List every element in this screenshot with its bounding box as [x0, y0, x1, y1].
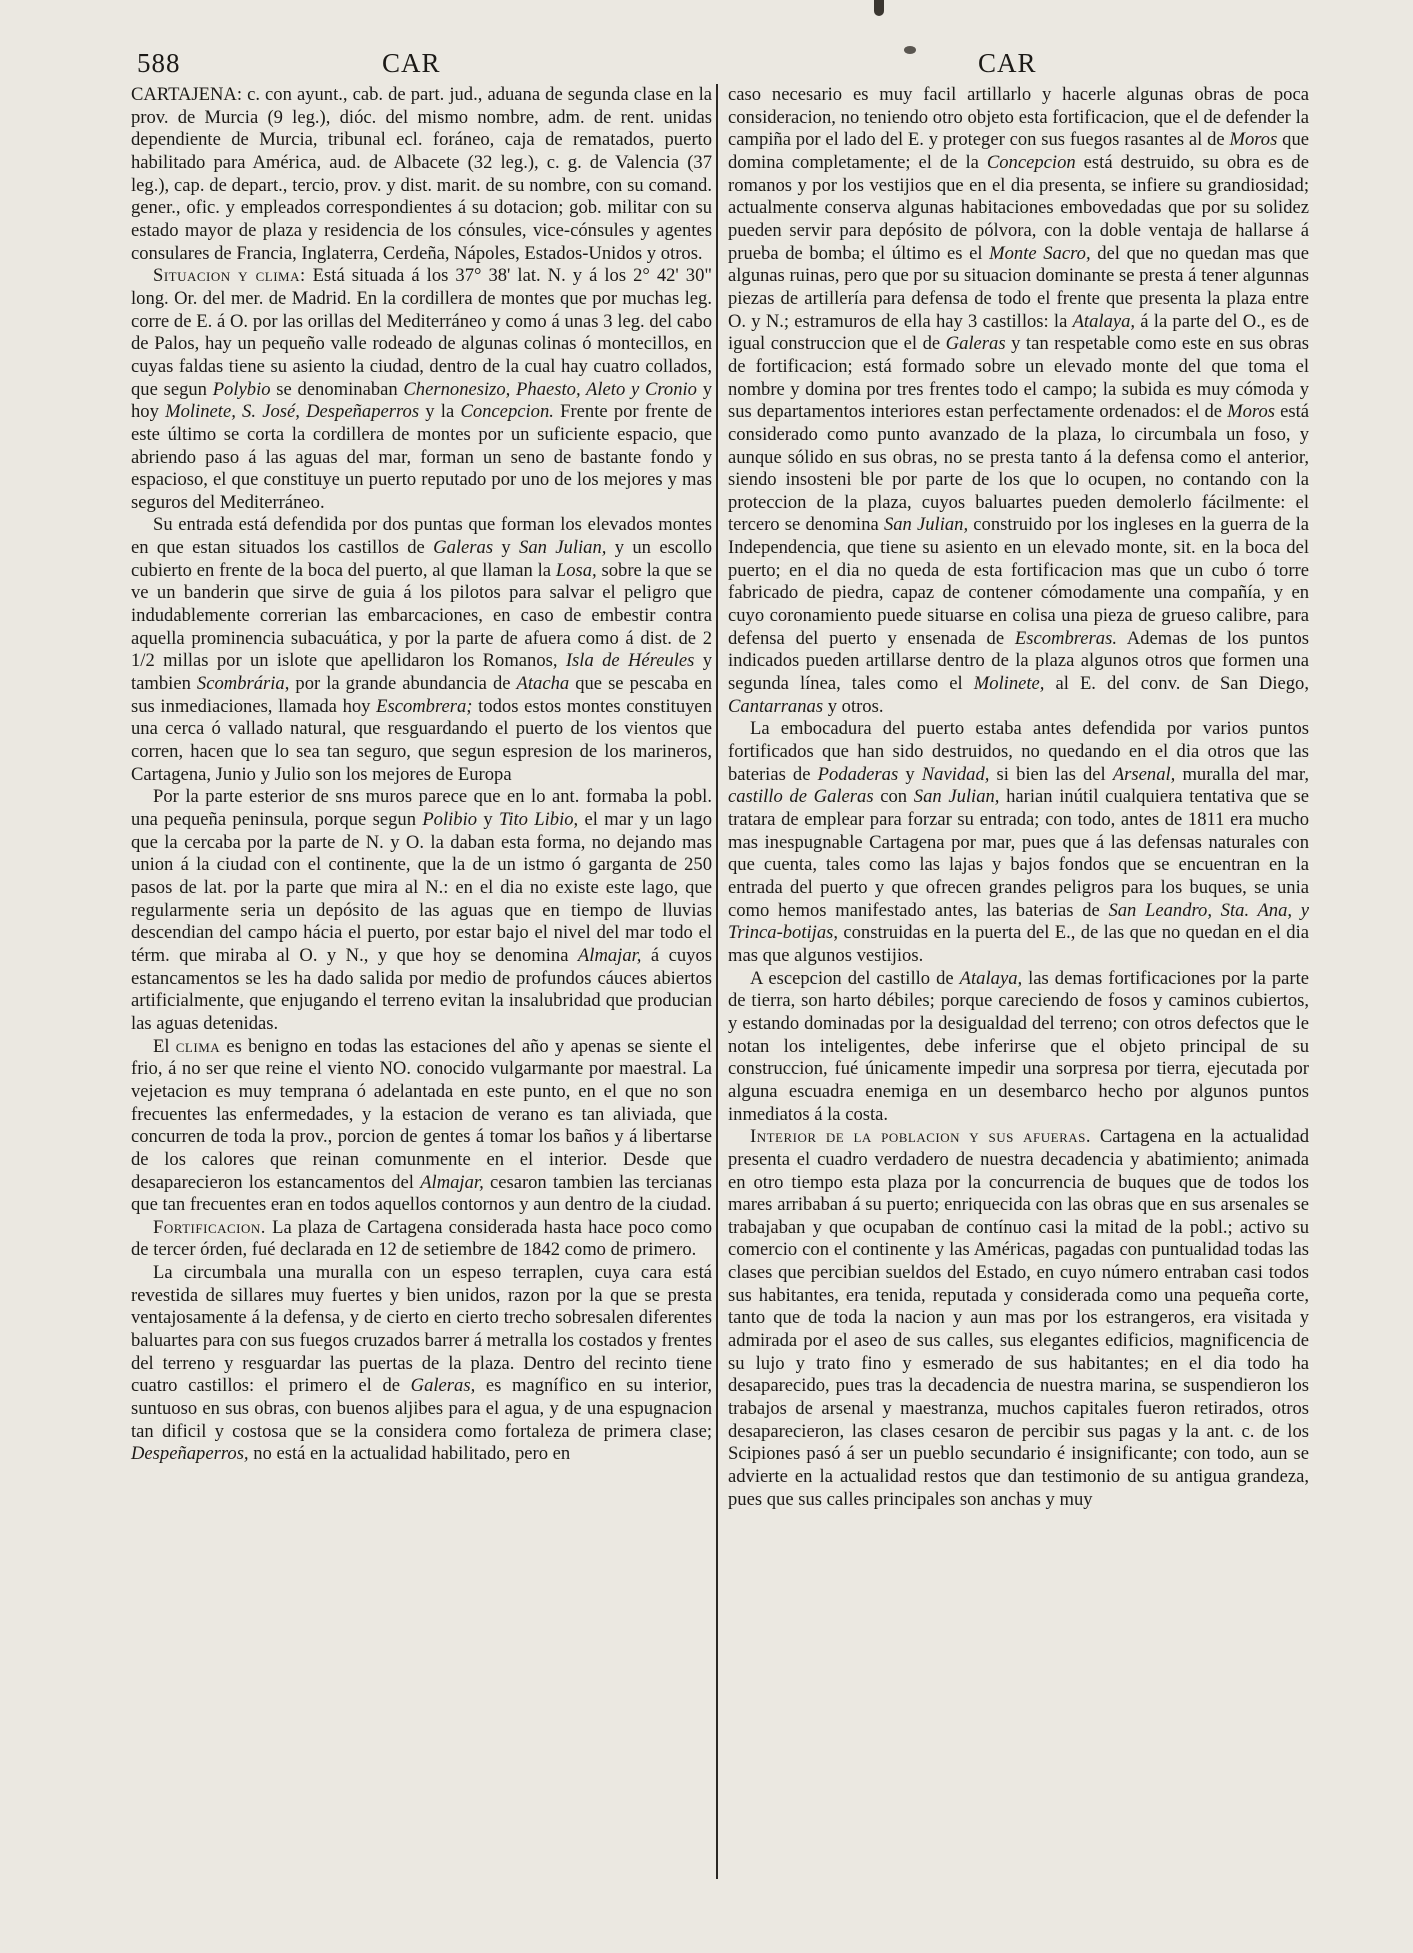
left-column [131, 84, 712, 1466]
text: las demas fortificaciones por la parte de tierra, son harto débiles; porque careciendo de fosos y caminos cubiertos, y estando dominadas por la desigualdad del terreno; con otros defectos que le notan los inteligentes, debe inferirse que el objeto principal de su construccion, fué únicamente impedir una sorpresa por tierra, ejecutada por alguna escuadra enemiga en un desembarco hecho por algunos puntos inmediatos á la costa. [728, 967, 1309, 1125]
section-label: Situacion y clima: [153, 265, 306, 287]
text: , construidas en la puerta del E., de las que no quedan en el dia mas que algunos vestijios. [728, 922, 1309, 966]
paragraph-clima [131, 1036, 712, 1217]
text: es benigno en todas las estaciones del año y apenas se siente el frio, á no ser que reine el viento NO. conocido vulgarmante por maestral. La vejetacion es muy temprana ó adelantada en este punto, en el que no son frecuentes las enfermedades, y la estacion de verano es tan aliviada, que concurren de toda la prov., porcion de gentes á tomar los baños y á libertarse de los calores que reinan comunmente en el interior. Desde que desaparecieron los estancamentos del [131, 1035, 712, 1193]
italic-text: Polybio [212, 378, 271, 400]
text: , por la grande abundancia de [284, 673, 517, 695]
text: á la parte del O., es de igual construccion que el de [728, 310, 1309, 355]
text: que se pescaba en sus inmediaciones, llamada hoy [131, 673, 712, 717]
text: se denominaban [270, 378, 404, 400]
italic-text: Podaderas [817, 763, 899, 785]
paragraph-embocadura [728, 718, 1309, 967]
text: con [873, 786, 914, 808]
text: , el mar y un lago que la cercaba por la parte de N. y O. la daban esta forma, no dejando mas union á la ciudad con el continente, que la de un istmo ó garganta de 250 pasos de lat. por la parte que mira al N.: en el dia no existe este lago, que regularmente seria un depósito de las aguas que en tiempo de lluvias descendian del campo hácia el puerto, por estar bajo el nivel del mar todo el térm. que miraba al O. y N., y que hoy se denomina [131, 809, 712, 966]
text: que domina completamente; el de la [728, 129, 1309, 173]
text: al E. del conv. de San Diego, [1044, 673, 1309, 695]
italic-text: Atalaya, [1072, 310, 1136, 332]
text: Frente por frente de este último se corta la cordillera de montes por un suficiente espacio, que abriendo paso á las aguas del mar, forman un seno de bastante fondo y espacioso, el que constituye un puerto reputado por uno de los mejores y mas seguros del Mediterráneo. [131, 401, 712, 513]
italic-text: San Julian, [883, 514, 969, 536]
italic-text: Losa, [555, 559, 597, 581]
italic-text: Concepcion. [460, 401, 554, 423]
text: muralla del mar, [1175, 763, 1310, 785]
italic-text: Galeras, [410, 1375, 476, 1397]
text: si bien las del [989, 763, 1113, 785]
text: El [153, 1035, 176, 1057]
italic-text: Galeras [945, 333, 1006, 355]
text: y tan respetable como este en sus obras de fortificacion; está formado sobre un elevado monte del que toma el nombre y domina por tres frentes todo el campo; la subida es muy cómoda y sus departamentos interiores estan perfectamente ordenados: el de [728, 333, 1310, 423]
italic-text: Chernonesizo, Phaesto, Aleto y Cronio [403, 378, 697, 400]
italic-text: San Julian, [519, 537, 607, 559]
italic-text: Polibio [422, 809, 478, 830]
paragraph-interior [728, 1126, 1309, 1511]
text: c. con ayunt., cab. de part. jud., aduana de segunda clase en la prov. de Murcia (9 leg.), dióc. del mismo nombre, adm. de rent. unidas dependiente de Murcia, tribunal ecl. foráneo, caja de rematados, puerto habilitado para América, aud. de Albacete (32 leg.), c. g. de Valencia (37 leg.), cap. de depart., tercio, prov. y dist. marit. de su nombre, con su comand. gener., ofic. y empleados correspondientes á su dotacion; gob. militar con su estado mayor de plaza y residencia de los cónsules, vice-cónsules y agentes consulares de Francia, Inglaterra, Cerdeña, Nápoles, Estados-Unidos y otros. [131, 84, 712, 264]
italic-text: Arsenal, [1112, 763, 1176, 785]
paragraph-muralla [131, 1262, 712, 1466]
italic-text: Isla de Héreules [565, 650, 695, 672]
text: cesaron tambien las tercianas que tan frecuentes eran en todos aquellos contornos y aun dentro de la ciudad. [131, 1171, 712, 1216]
italic-text: castillo de Galeras [728, 786, 874, 808]
paragraph-situacion [131, 265, 712, 514]
text: y [898, 763, 922, 785]
italic-text: Moros [1229, 129, 1278, 151]
text: y hoy [131, 378, 712, 423]
running-head-left: CAR [382, 48, 441, 78]
italic-text: Scombrária [196, 673, 285, 695]
paragraph-atalaya [728, 968, 1309, 1127]
text: Está situada á los 37° 38' lat. N. y á los 2° 42' 30" long. Or. del mer. de Madrid. En la cordillera de montes que por muchas leg. corre de E. á O. por las orillas del Mediterráneo y como á unas 3 leg. del cabo de Palos, hay un pequeño valle rodeado de algunas colinas ó montecillos, en cuyas faldas tiene su asiento la ciudad, dentro de la cual hay cuatro collados, que segun [131, 265, 712, 400]
text: y [477, 809, 499, 830]
text: caso necesario es muy facil artillarlo y hacerle algunas obras de poca consideracion, no teniendo otro objeto esta fortificacion, que el de defender la campiña por el lado del E. y proteger con sus fuegos rasantes al de [728, 84, 1309, 151]
italic-text: Galeras [433, 537, 494, 559]
italic-text: Escombrera; [376, 695, 473, 717]
running-head-right: CAR [978, 48, 1037, 78]
italic-text: Concepcion [986, 151, 1076, 173]
paragraph-esterior [131, 786, 712, 1035]
text: Por la parte esterior de sns muros parece que en lo ant. formaba la pobl. una pequeña peninsula, porque segun [131, 786, 712, 830]
italic-text: Almajar, [577, 944, 642, 966]
text: Su entrada está defendida por dos puntas que forman los elevados montes en que estan situados los castillos de [131, 514, 712, 559]
text: es magnífico en su interior, suntuoso en sus obras, con buenos aljibes para el agua, y de una espugnacion tan dificil y costosa que se la considera como fortaleza de primera clase; [131, 1375, 713, 1442]
text: sobre la que se ve un banderin que sirve de guia á los pilotos para salvar el peligro que indudablemente correrian las embarcaciones, en caso de embestir contra aquella prominencia subacuática, y por la parte de afuera como á dist. de 2 1/2 millas por un islote que apellidaron los Romanos, [131, 559, 712, 672]
section-label: clima [175, 1035, 221, 1057]
text: está considerado como punto avanzado de la plaza, lo circumbala un foso, y aunque sólido en sus obras, no se presta tanto á la defensa como el anterior, siendo insosteni ble por parte de los que lo ocupen, no contando con la proteccion de la plaza, cuyos baluartes pueden demolerlo fácilmente: el tercero se denomina [728, 401, 1310, 536]
italic-text: Atalaya, [959, 967, 1023, 989]
italic-text: Escombreras. [1014, 627, 1117, 649]
italic-text: Tito Libio [499, 809, 574, 830]
ink-blot [874, 0, 884, 16]
italic-text: San Leandro, Sta. Ana, y Trinca-botijas [728, 899, 1309, 944]
italic-text: Molinete, S. José, Despeñaperros [165, 401, 420, 423]
entry-headword: CARTAJENA: [131, 84, 243, 105]
text: y un escollo cubierto en frente de la boca del puerto, al que llaman la [131, 537, 712, 581]
section-label: Fortificacion. [153, 1216, 266, 1238]
text: Cartagena en la actualidad presenta el cuadro verdadero de nuestra decadencia y abatimiento; animada en otro tiempo esta plaza por la concurrencia de buques que de todos los mares arribaban á su puerto; enriquecida con las obras que en sus arsenales se trabajaban y que ocupaban de contínuo casi la mitad de la pobl.; activo su comercio con el continente y las Américas, pagadas con puntualidad todas las clases que percibian sueldos del Estado, en cuyo número entraban casi todos sus habitantes, era tenida, reputada y considerada como una pequeña corte, tanto que de toda la nacion y aun mas por los estrangeros, era visitada y admirada por el aseo de sus calles, sus elegantes edificios, magnificencia de su lujo y trato fino y esmerado de sus habitantes; en el dia todo ha desaparecido, pues tras la decadencia de nuestra marina, se suspendieron los trabajos de arsenal y maestranza, muchos capitales fueron retirados, otros desaparecieron, las clases cesaron de percibir sus pagas y la ant. c. de los Scipiones pasó á ser un pueblo secundario é insignificante; con todo, aun se advierte en la actualidad restos que dan testimonio de su antigua grandeza, pues que sus calles principales son anchas y muy [728, 1126, 1310, 1510]
text: harian inútil cualquiera tentativa que se tratara de emplear para forzar su entrada; con todo, antes de 1811 era mucho mas inespugnable Cartagena por mar, pues que á las defensas naturales con que cuenta, tales como las lajas y bajos fondos que se encuentran en la entrada del puerto y que ofrecen grandes peligros para los buques, se unia como hemos manifestado antes, las baterias de [728, 786, 1309, 921]
text: del que no quedan mas que algunas ruinas, pero que por su situacion dominante se presta á tener algunnas piezas de artillería para defensa de todo el frente que presenta la plaza entre O. y N.; estramuros de ella hay 3 castillos: la [728, 242, 1309, 332]
italic-text: Atacha [516, 673, 570, 695]
ink-mark [904, 46, 916, 54]
paragraph-fortificacion [131, 1217, 712, 1262]
italic-text: San Julian, [913, 786, 1000, 808]
text: La plaza de Cartagena considerada hasta hace poco como de tercer órden, fué declarada en 12 de setiembre de 1842 como de primero. [131, 1216, 712, 1261]
text: y [493, 537, 520, 559]
text: La circumbala una muralla con un espeso terraplen, cuya cara está revestida de sillares muy fuertes y bien unidos, razon por la que se presta ventajosamente á la defensa, y de cierto en cierto trecho sobresalen diferentes baluartes para con sus fuegos cruzados barrer á metralla los costados y frentes del terreno y resguardar las puertas de la plaza. Dentro del recinto tiene cuatro castillos: el primero el de [131, 1262, 712, 1397]
text: está destruido, su obra es de romanos y por los vestijios que en el dia presenta, se infiere su grandiosidad; actualmente conserva algunas habitaciones embovedadas que por su solidez pueden servir para depósito de pólvora, con la doble ventaja de hallarse á prueba de bomba; el último es el [728, 151, 1309, 264]
paragraph-entrada [131, 514, 712, 786]
text: no está en la actualidad habilitado, pero en [248, 1443, 571, 1465]
text: y otros. [823, 695, 884, 717]
italic-text: Almajar, [420, 1171, 484, 1193]
italic-text: Moros [1227, 401, 1276, 423]
text: y la [419, 401, 461, 423]
italic-text: Monte Sacro, [989, 242, 1091, 264]
italic-text: Navidad, [921, 763, 990, 785]
text: y tambien [131, 650, 713, 695]
page-number: 588 [137, 48, 181, 78]
text: Ademas de los puntos indicados pueden artillarse dentro de la plaza algunos otros que formen una segunda línea, tales como el [728, 627, 1309, 695]
section-label: Interior de la poblacion y sus afueras. [750, 1126, 1092, 1148]
italic-text: Molinete, [973, 673, 1045, 695]
text: á cuyos estancamentos se les ha dado salida por medio de profundos cáuces abiertos artificialmente, que enjugando el terreno evitan la insalubridad que producian las aguas detenidas. [131, 944, 712, 1034]
italic-text: Cantarranas [728, 695, 824, 717]
text: construido por los ingleses en la guerra de la Independencia, que tiene su asiento en un elevado monte, sit. en la boca del puerto; en el dia no queda de esta fortificacion mas que un cubo ó torre fabricado de piedra, capaz de contener cómodamente una compañía, y en cuyo coronamiento puede situarse en colisa una pieza de grueso calibre, para defensa del puerto y ensenada de [728, 514, 1309, 649]
paragraph-castillos [728, 84, 1309, 718]
column-divider [716, 84, 718, 1879]
right-column [728, 84, 1309, 1511]
italic-text: Despeñaperros, [131, 1443, 249, 1465]
text: A escepcion del castillo de [750, 967, 960, 989]
paragraph-entry [131, 84, 712, 265]
text: La embocadura del puerto estaba antes defendida por varios puntos fortificados que han sido destruidos, no quedando en el dia otros que las baterias de [728, 718, 1309, 785]
text: todos estos montes constituyen una cerca ó vallado natural, que resguardando el puerto de los vientos que corren, hacen que lo sea tan seguro, que segun espresion de los marineros, Cartagena, Junio y Julio son los mejores de Europa [131, 695, 712, 785]
